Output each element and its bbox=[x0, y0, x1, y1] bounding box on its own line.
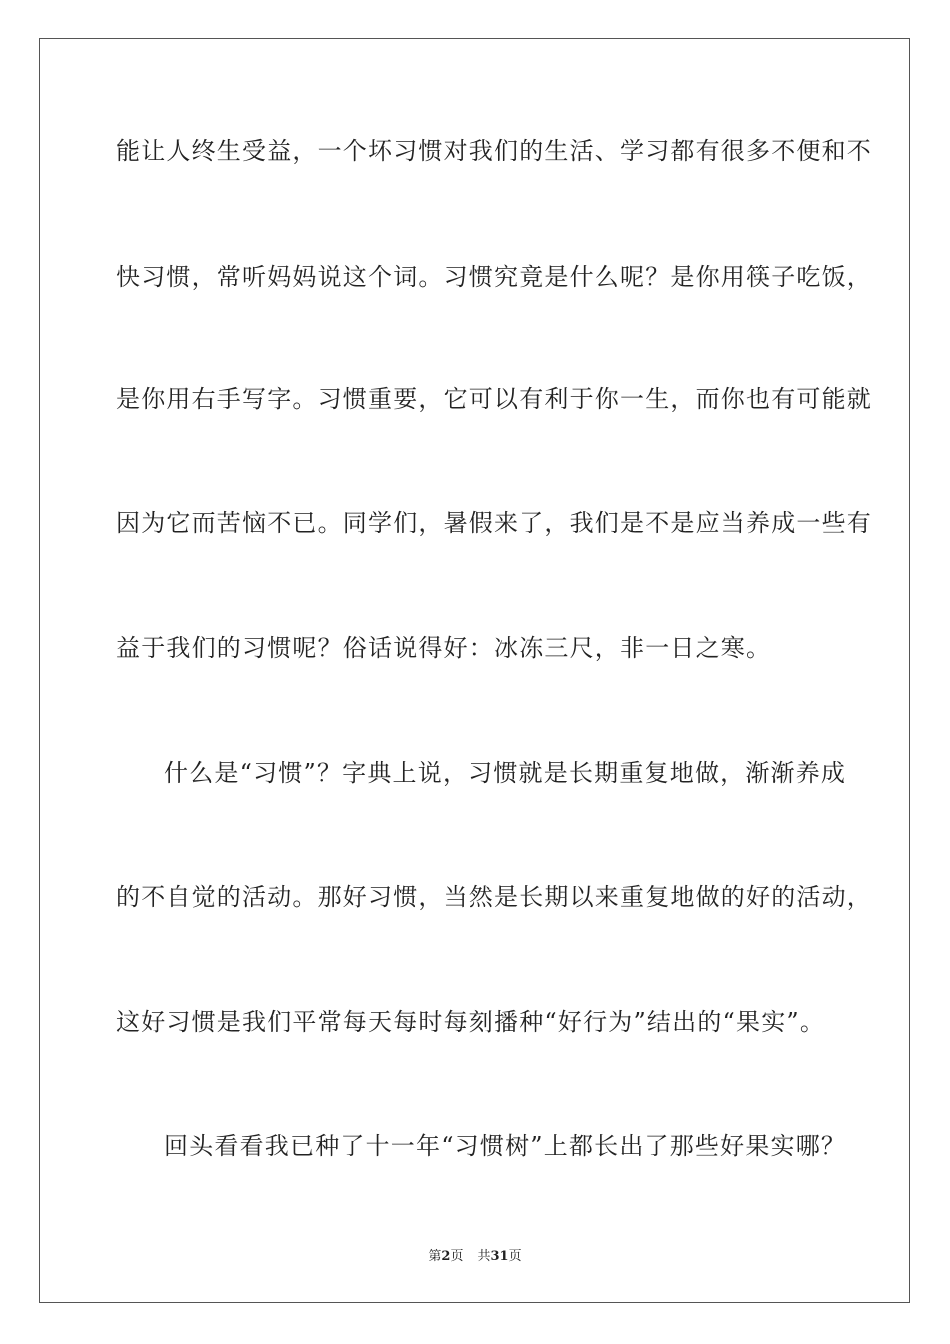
body-line-5: 益于我们的习惯呢？俗话说得好：冰冻三尺，非一日之寒。 bbox=[116, 634, 772, 662]
body-line-9: 回头看看我已种了十一年“习惯树”上都长出了那些好果实哪？ bbox=[164, 1132, 847, 1160]
footer-total-prefix: 共 bbox=[477, 1249, 491, 1264]
body-line-6: 什么是“习惯”？字典上说，习惯就是长期重复地做，渐渐养成 bbox=[164, 759, 847, 787]
body-line-8: 这好习惯是我们平常每天每时每刻播种“好行为”结出的“果实”。 bbox=[116, 1008, 826, 1036]
body-line-1: 能让人终生受益，一个坏习惯对我们的生活、学习都有很多不便和不 bbox=[116, 137, 872, 165]
body-line-7: 的不自觉的活动。那好习惯，当然是长期以来重复地做的好的活动， bbox=[116, 883, 872, 911]
page-border bbox=[39, 38, 910, 1303]
footer-page-prefix: 第 bbox=[428, 1249, 442, 1264]
page-footer bbox=[0, 1248, 950, 1266]
footer-page-total: 31 bbox=[490, 1249, 509, 1264]
body-line-3: 是你用右手写字。习惯重要，它可以有利于你一生，而你也有可能就 bbox=[116, 385, 872, 413]
footer-page-current: 2 bbox=[441, 1249, 451, 1264]
body-line-4: 因为它而苦恼不已。同学们，暑假来了，我们是不是应当养成一些有 bbox=[116, 509, 872, 537]
footer-total-suffix: 页 bbox=[508, 1249, 522, 1264]
body-line-2: 快习惯，常听妈妈说这个词。习惯究竟是什么呢？是你用筷子吃饭， bbox=[116, 263, 872, 291]
footer-page-suffix: 页 bbox=[450, 1249, 464, 1264]
